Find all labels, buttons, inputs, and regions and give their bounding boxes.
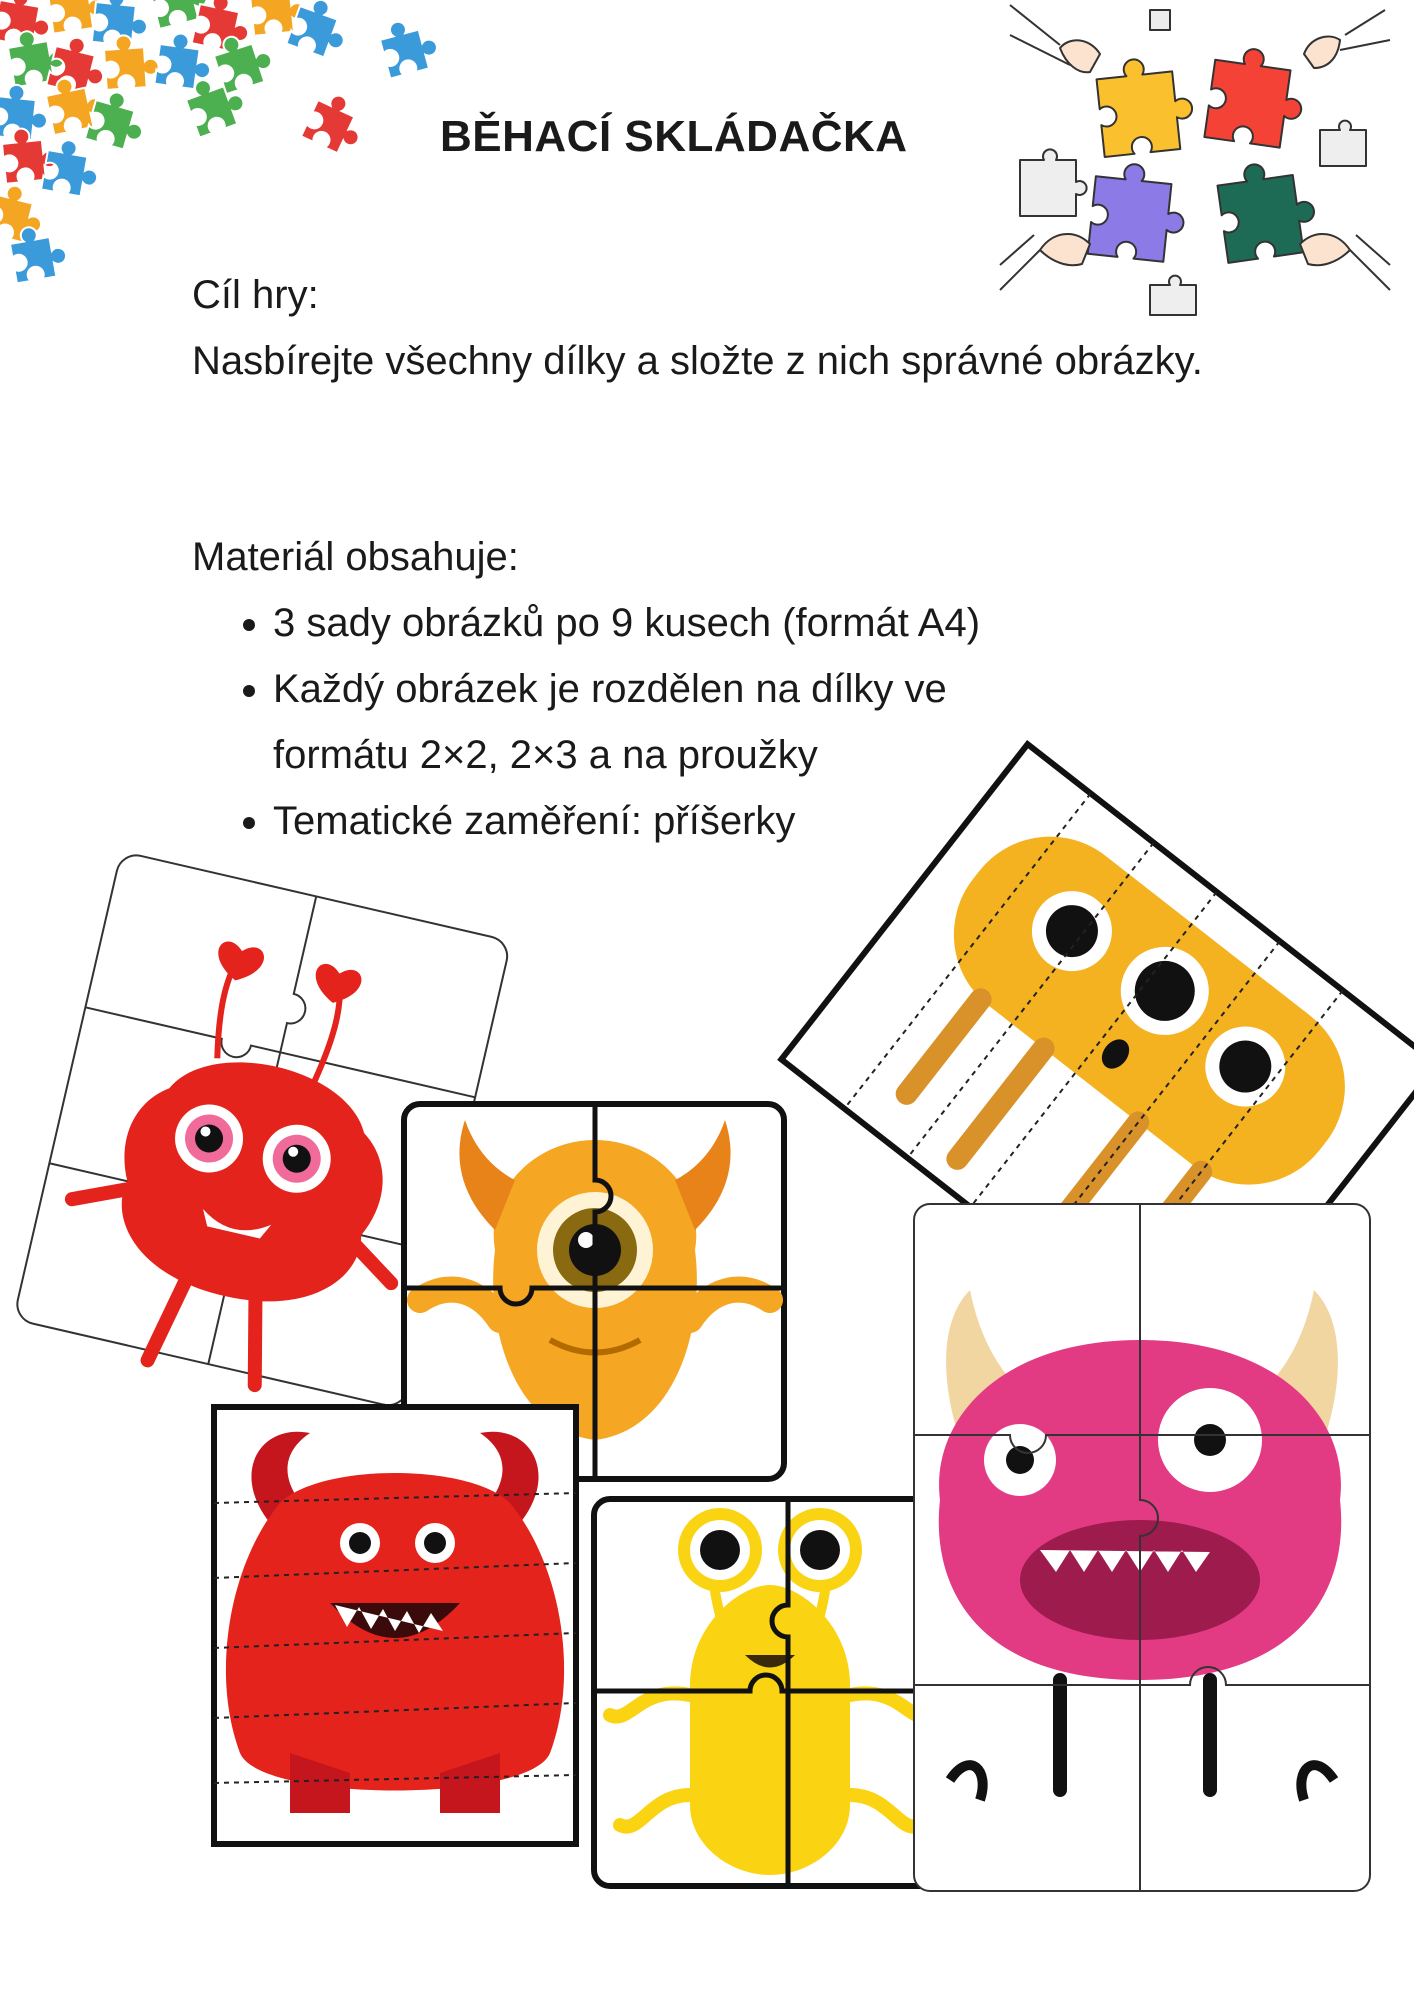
hands-puzzle-illustration bbox=[1000, 0, 1390, 325]
page-title: BĚHACÍ SKLÁDAČKA bbox=[440, 112, 908, 161]
red-horned-monster-strips bbox=[210, 1403, 580, 1848]
material-heading: Materiál obsahuje: bbox=[192, 535, 519, 579]
goal-text: Nasbírejte všechny dílky a složte z nich správné obrázky. bbox=[192, 339, 1203, 383]
goal-heading: Cíl hry: bbox=[192, 273, 319, 317]
material-item-formats: • Každý obrázek je rozdělen na dílky ve formátu 2×2, 2×3 a na proužky bbox=[273, 656, 1093, 788]
material-item-theme: • Tematické zaměření: příšerky bbox=[273, 788, 1173, 854]
material-item-sets: • 3 sady obrázků po 9 kusech (formát A4) bbox=[273, 590, 1173, 656]
red-horned-monster-figure bbox=[226, 1432, 564, 1813]
pink-fuzzy-monster-puzzle bbox=[910, 1200, 1374, 1895]
